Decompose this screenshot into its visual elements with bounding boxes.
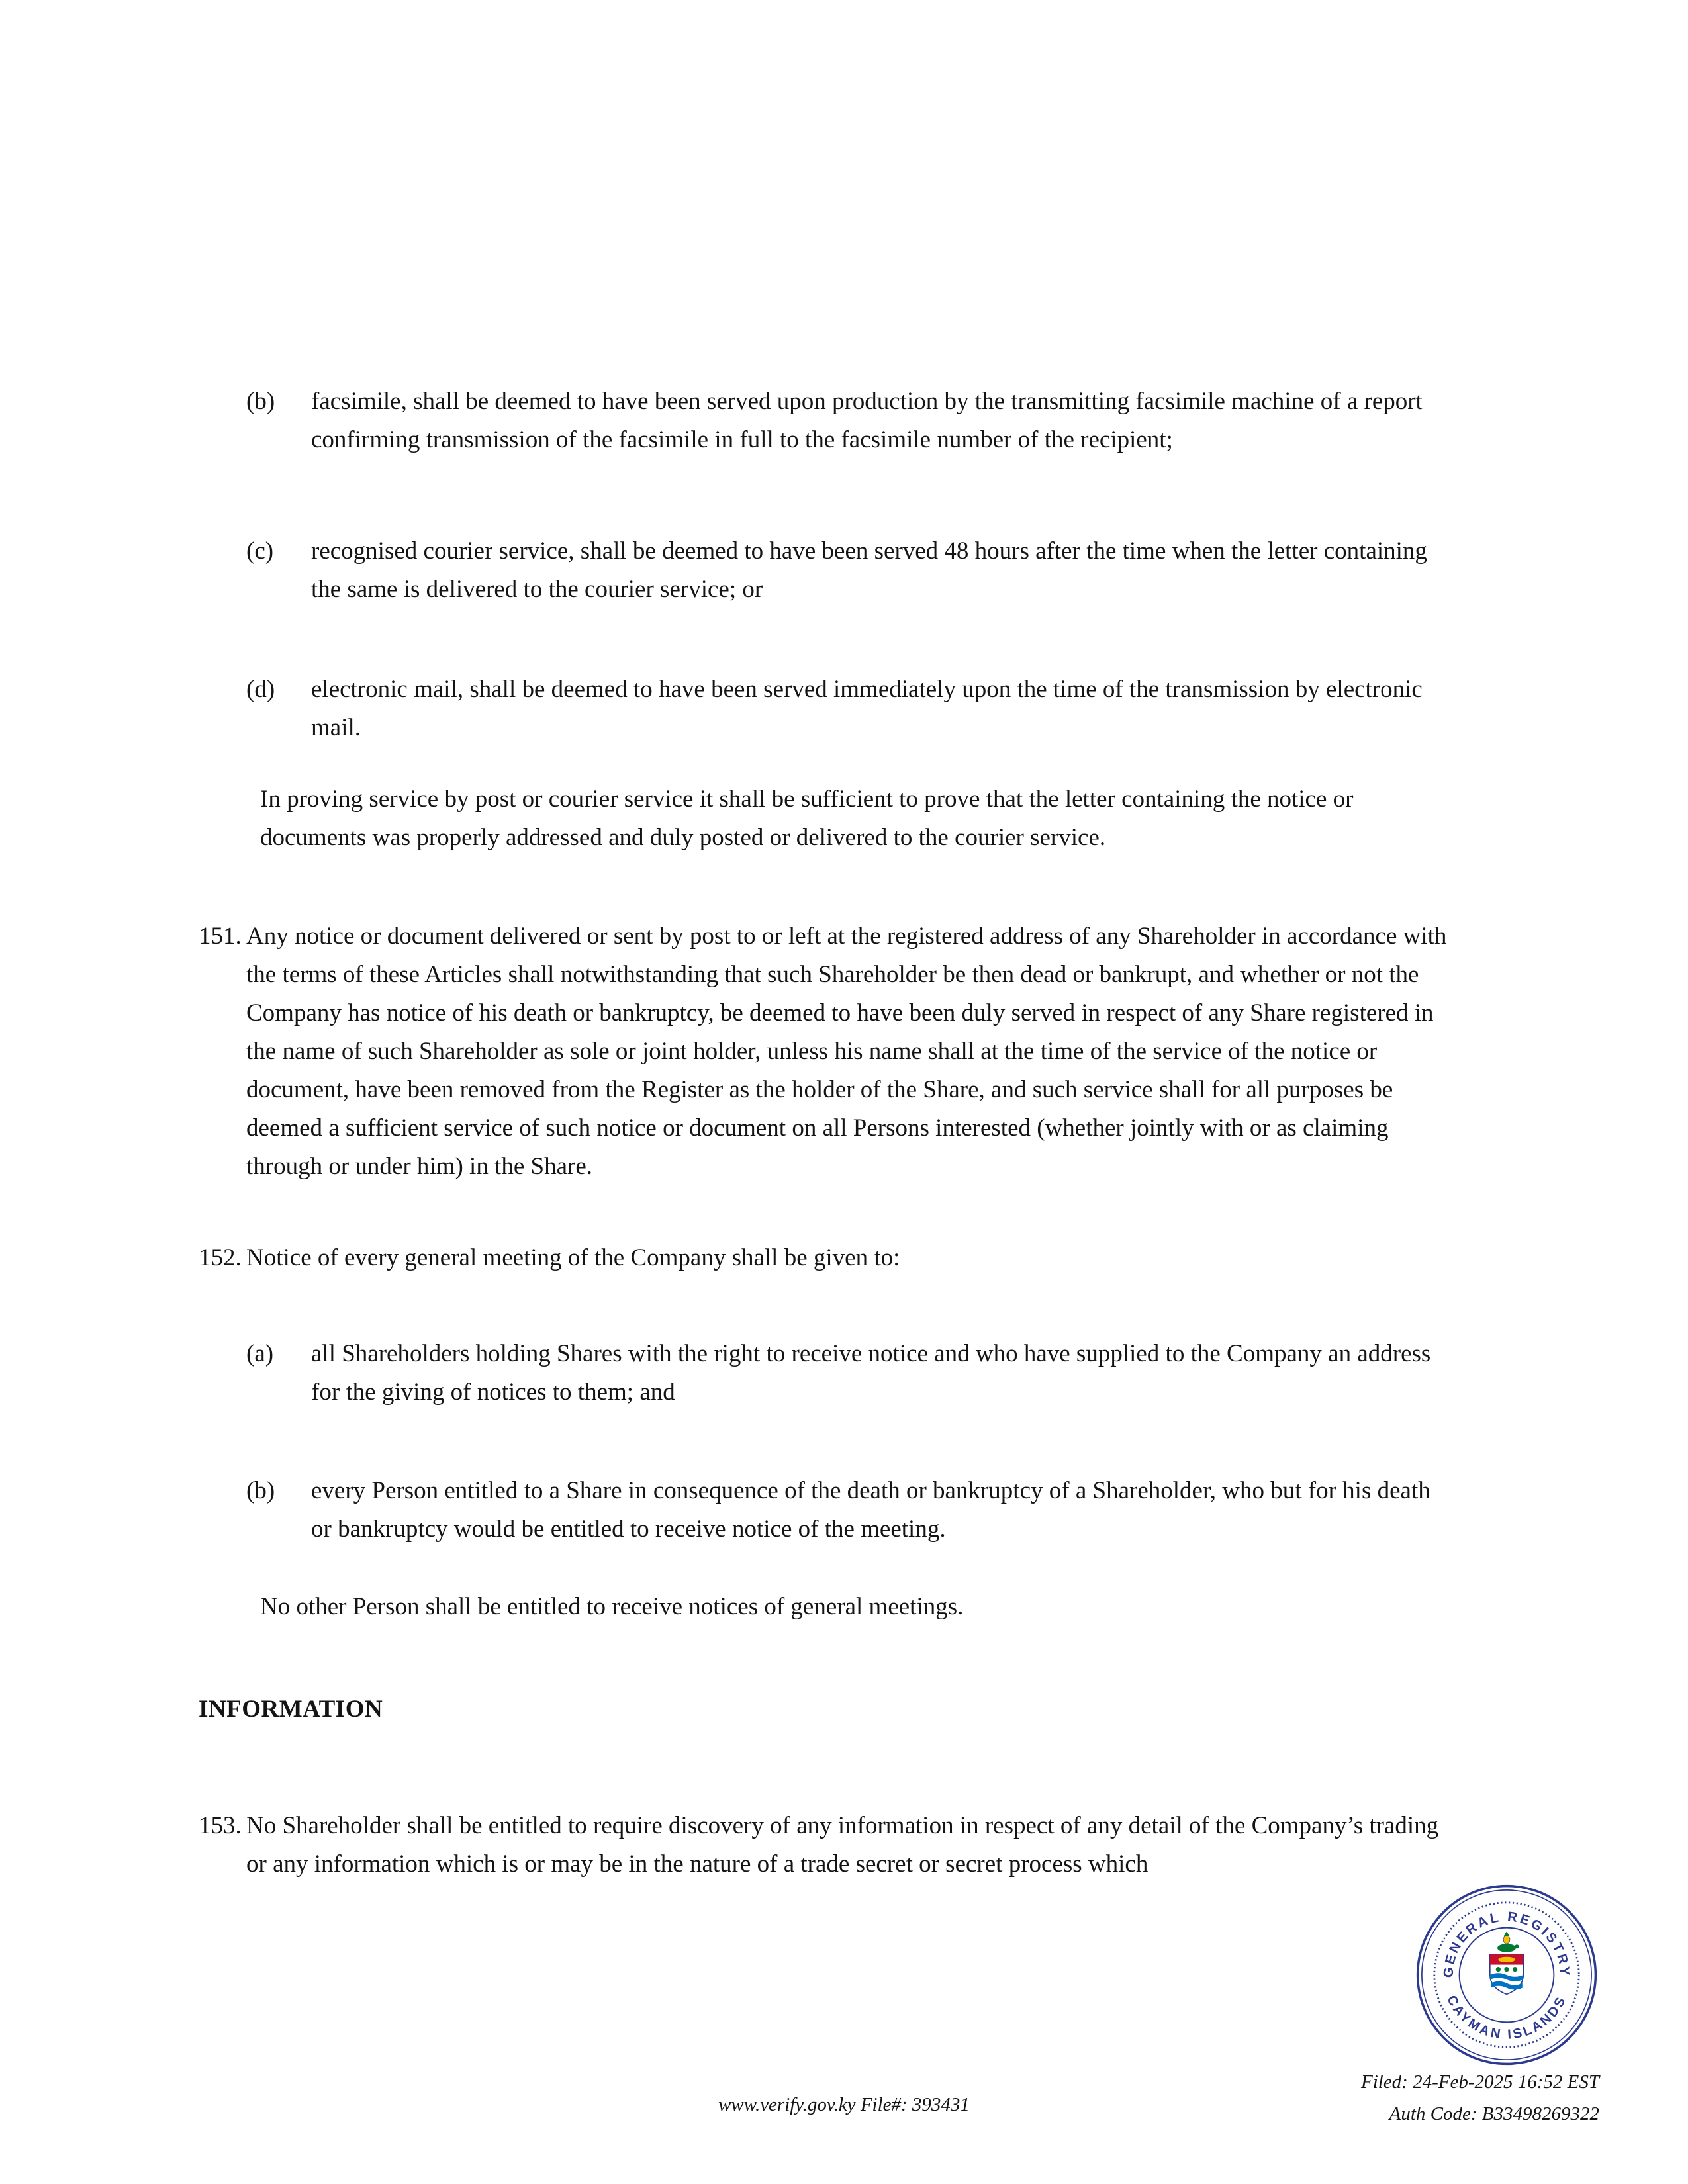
clause-number: 151. bbox=[199, 923, 242, 950]
clause-number: 152. bbox=[199, 1244, 242, 1271]
list-item-service-b bbox=[246, 383, 1456, 459]
clause-text: Notice of every general meeting of the Company shall be given to: bbox=[246, 1244, 900, 1271]
footer-filing-block bbox=[1361, 2066, 1599, 2130]
clause-153 bbox=[199, 1807, 1456, 1884]
proving-service-paragraph: In proving service by post or courier service it shall be sufficient to prove that the letter containing the notice or documents was properly addressed and duly posted or delivered to the courier service. bbox=[260, 786, 1354, 851]
list-item-text: electronic mail, shall be deemed to have been served immediately upon the time of the transmission by electronic mail. bbox=[311, 676, 1423, 741]
general-registry-seal bbox=[1414, 1882, 1599, 2068]
clause-number: 153. bbox=[199, 1812, 242, 1839]
footer-verify-line: www.verify.gov.ky File#: 393431 bbox=[718, 2094, 970, 2115]
footer-filed-date: Filed: 24-Feb-2025 16:52 EST bbox=[1360, 2071, 1599, 2093]
seal-bottom-text: CAYMAN ISLANDS bbox=[1444, 1993, 1570, 2042]
list-item-service-c bbox=[246, 532, 1456, 609]
cayman-registry-seal-icon bbox=[1414, 1882, 1599, 2068]
list-item-text: every Person entitled to a Share in consequence of the death or bankruptcy of a Shareholder, who but for his death or bankruptcy would be entitled to receive notice of the meeting. bbox=[311, 1477, 1430, 1543]
clause-151 bbox=[199, 917, 1456, 1186]
list-item-text: all Shareholders holding Shares with the right to receive notice and who have supplied to the Company an address for the giving of notices to them; and bbox=[311, 1340, 1431, 1406]
list-item-label: (a) bbox=[246, 1340, 274, 1367]
document-content bbox=[199, 383, 1456, 1884]
list-item-text: facsimile, shall be deemed to have been served upon production by the transmitting facsimile machine of a report confirming transmission of the facsimile in full to the facsimile number of the recipient; bbox=[311, 388, 1423, 453]
clause-text: Any notice or document delivered or sent by post to or left at the registered address of any Shareholder in accordance with the terms of these Articles shall notwithstanding that such Shareholder be then dead or bankrupt, and whether or not the Company has notice of his death or bankruptcy, be deemed to have been duly served in respect of any Share registered in the name of such Shareholder as sole or joint holder, unless his name shall at the time of the service of the notice or document, have been removed from the Register as the holder of the Share, and such service shall for all purposes be deemed a sufficient service of such notice or document on all Persons interested (whether jointly with or as claiming through or under him) in the Share. bbox=[246, 923, 1447, 1180]
section-heading-information: INFORMATION bbox=[199, 1696, 383, 1723]
list-item-label: (b) bbox=[246, 388, 275, 415]
list-item-meeting-a bbox=[246, 1335, 1456, 1412]
list-item-service-d bbox=[246, 670, 1456, 747]
list-item-label: (c) bbox=[246, 537, 274, 565]
footer-auth-code: Auth Code: B33498269322 bbox=[1389, 2103, 1599, 2124]
list-item-label: (b) bbox=[246, 1477, 275, 1504]
no-other-person-paragraph: No other Person shall be entitled to receive notices of general meetings. bbox=[260, 1593, 964, 1620]
clause-152 bbox=[199, 1239, 1456, 1277]
clause-text: No Shareholder shall be entitled to require discovery of any information in respect of any detail of the Company’s trading or any information which is or may be in the nature of a trade secret or secret process which bbox=[246, 1812, 1439, 1878]
seal-top-text: GENERAL REGISTRY bbox=[1441, 1909, 1572, 1978]
list-item-meeting-b bbox=[246, 1472, 1456, 1549]
list-item-text: recognised courier service, shall be deemed to have been served 48 hours after the time when the letter containing the same is delivered to the courier service; or bbox=[311, 537, 1427, 603]
list-item-label: (d) bbox=[246, 676, 275, 703]
